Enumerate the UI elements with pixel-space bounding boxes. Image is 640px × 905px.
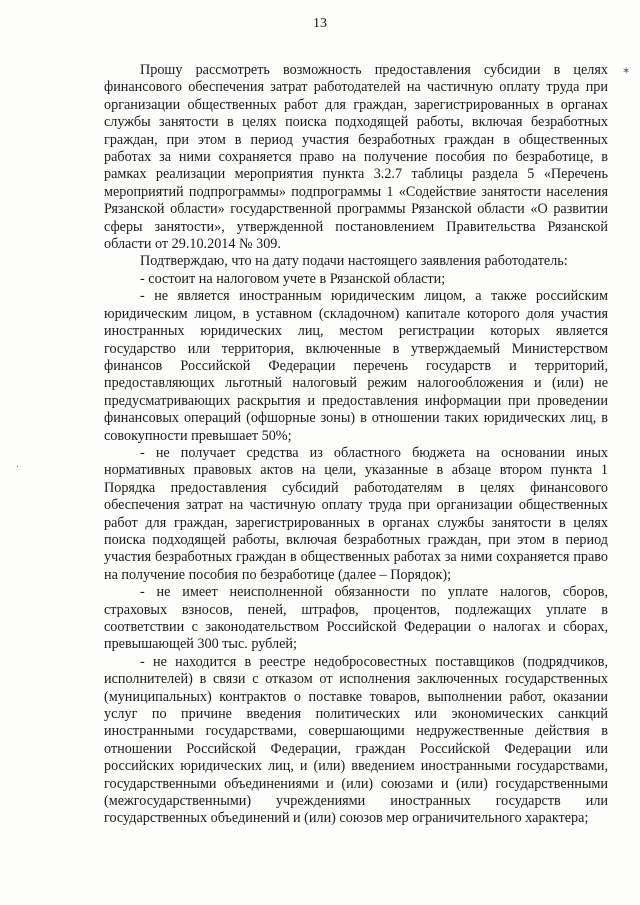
scan-speck-top-right: ✶ [622, 66, 631, 77]
condition-tax-registration: - состоит на налоговом учете в Рязанской области; [140, 270, 446, 287]
page-number: 13 [313, 16, 327, 31]
paragraph-confirmation: Подтверждаю, что на дату подачи настоящего заявления работодатель: [140, 253, 568, 270]
scan-speck-left: · [16, 462, 20, 473]
condition-no-other-funds: - не получает средства из областного бюджета на основании иных нормативных правовых актов на цели, указанные в абзаце втором пункта 1 Порядка предоставления субсидий работодателям в целях финансового обеспечения затрат на частичную оплату труда при организации общественных работ для граждан, зарегистрированных в органах службы занятости в целях поиска подходящей работы, включая безработных граждан, при этом в период участия безработных граждан в общественных работах за ними сохраняется право на получение пособия по безработице (далее – Порядок); [104, 444, 608, 583]
condition-not-in-registry: - не находится в реестре недобросовестных поставщиков (подрядчиков, исполнителей) в связи с отказом от исполнения заключенных государственных (муниципальных) контрактов о поставке товаров, выполнении работ, оказании услуг по причине введения политических или экономических санкций иностранными государствами, совершающими недружественные действия в отношении Российской Федерации, граждан Российской Федерации или российских юридических лиц, и (или) введением иностранными государствами, государственными объединениями и (или) союзами и (или) государственными (межгосударственными) учреждениями иностранных государств или государственных объединений и (или) союзов мер ограничительного характера; [104, 653, 608, 827]
document-body [104, 62, 608, 828]
paragraph-request: Прошу рассмотреть возможность предоставления субсидии в целях финансового обеспечения затрат работодателей на частичную оплату труда при организации общественных работ для граждан, зарегистрированных в органах службы занятости в целях поиска подходящей работы, включая безработных граждан, при этом в период участия безработных граждан в общественных работах за ними сохраняется право на получение пособия по безработице, в рамках реализации мероприятия пункта 3.2.7 таблицы раздела 5 «Перечень мероприятий подпрограммы» подпрограммы 1 «Содействие занятости населения Рязанской области» государственной программы Рязанской области «О развитии сферы занятости», утвержденной постановлением Правительства Рязанской области от 29.10.2014 № 309. [104, 62, 608, 253]
condition-not-foreign-entity: - не является иностранным юридическим лицом, а также российским юридическим лицом, в уставном (складочном) капитале которого доля участия иностранных юридических лиц, местом регистрации которых является государство или территория, включенные в утверждаемый Министерством финансов Российской Федерации перечень государств и территорий, предоставляющих льготный налоговый режим налогообложения и (или) не предусматривающих раскрытия и предоставления информации при проведении финансовых операций (офшорные зоны) в отношении таких юридических лиц, в совокупности превышает 50%; [104, 288, 608, 444]
condition-no-tax-debt: - не имеет неисполненной обязанности по уплате налогов, сборов, страховых взносов, пеней, штрафов, процентов, подлежащих уплате в соответствии с законодательством Российской Федерации о налогах и сборах, превышающей 300 тыс. рублей; [104, 584, 608, 653]
